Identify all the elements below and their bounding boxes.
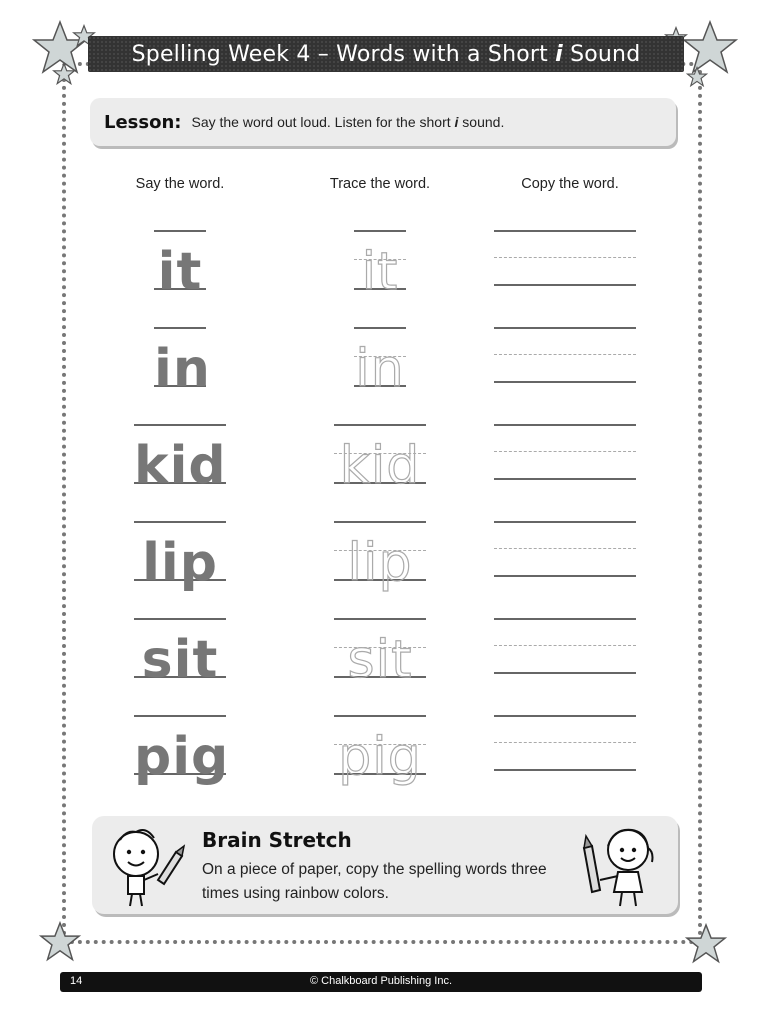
guide-line-top: [334, 521, 426, 523]
say-word-cell: [134, 618, 226, 690]
brain-stretch-title: Brain Stretch: [202, 828, 352, 852]
copy-word-lines[interactable]: [494, 424, 636, 480]
copy-word-lines[interactable]: [494, 327, 636, 383]
guide-line-mid: [494, 645, 636, 646]
star-icon: [684, 922, 728, 966]
guide-line-top: [494, 230, 636, 232]
column-header-copy: Copy the word.: [521, 176, 619, 192]
trace-word: sit: [347, 630, 413, 690]
guide-line-top: [154, 327, 206, 329]
say-word-cell: [134, 521, 226, 593]
trace-word: in: [355, 339, 405, 399]
page-number: 14: [70, 975, 83, 987]
guide-line-top: [354, 327, 406, 329]
guide-line-top: [154, 230, 206, 232]
page-footer: [60, 972, 702, 992]
trace-word-cell[interactable]: [334, 424, 426, 496]
guide-line-top: [494, 618, 636, 620]
guide-line-top: [354, 230, 406, 232]
guide-line-base: [494, 575, 636, 577]
say-word: it: [157, 242, 203, 302]
guide-line-mid: [494, 742, 636, 743]
lesson-box: [90, 98, 676, 146]
lesson-label: Lesson:: [104, 111, 182, 133]
say-word-cell: [154, 230, 206, 302]
star-icon: [686, 66, 708, 88]
guide-line-base: [494, 478, 636, 480]
trace-word-cell[interactable]: [354, 230, 406, 302]
copy-word-lines[interactable]: [494, 521, 636, 577]
say-word-cell: [134, 424, 227, 496]
guide-line-top: [494, 715, 636, 717]
trace-word-cell[interactable]: [354, 327, 406, 399]
say-word: sit: [141, 630, 219, 690]
guide-line-base: [494, 769, 636, 771]
column-header-say: Say the word.: [135, 176, 225, 192]
guide-line-mid: [494, 257, 636, 258]
guide-line-top: [334, 715, 426, 717]
star-icon: [38, 920, 82, 964]
guide-line-top: [334, 618, 426, 620]
guide-line-top: [134, 618, 226, 620]
trace-word: it: [361, 242, 399, 302]
copy-word-lines[interactable]: [494, 230, 636, 286]
guide-line-top: [134, 521, 226, 523]
lesson-instruction: Say the word out loud. Listen for the short i sound.: [191, 114, 505, 130]
title-banner: [88, 36, 684, 72]
say-word: pig: [134, 727, 230, 787]
column-header-trace: Trace the word.: [329, 176, 431, 192]
page-dotted-border: [62, 62, 702, 944]
say-word-cell: [134, 715, 230, 787]
guide-line-top: [494, 424, 636, 426]
brain-stretch-text: On a piece of paper, copy the spelling words three times using rainbow colors.: [202, 861, 547, 902]
trace-word-cell[interactable]: [334, 715, 426, 787]
say-word: lip: [142, 533, 218, 593]
page-title: Spelling Week 4 – Words with a Short i Sound: [131, 41, 641, 67]
guide-line-top: [134, 715, 226, 717]
guide-line-base: [494, 381, 636, 383]
copyright-text: © Chalkboard Publishing Inc.: [309, 975, 453, 987]
guide-line-mid: [494, 451, 636, 452]
trace-word: kid: [339, 436, 421, 496]
guide-line-top: [494, 327, 636, 329]
trace-word: lip: [347, 533, 413, 593]
guide-line-base: [494, 672, 636, 674]
guide-line-mid: [494, 354, 636, 355]
boy-with-pencil-illustration: [106, 824, 190, 910]
guide-line-top: [494, 521, 636, 523]
trace-word-cell[interactable]: [334, 618, 426, 690]
trace-word: pig: [338, 727, 422, 787]
girl-with-pencil-illustration: [578, 822, 668, 910]
copy-word-lines[interactable]: [494, 618, 636, 674]
brain-stretch-box: [92, 816, 678, 914]
trace-word-cell[interactable]: [334, 521, 426, 593]
say-word: kid: [134, 436, 227, 496]
say-word: in: [154, 339, 211, 399]
say-word-cell: [154, 327, 211, 399]
copy-word-lines[interactable]: [494, 715, 636, 771]
star-icon: [52, 62, 76, 86]
guide-line-base: [494, 284, 636, 286]
guide-line-top: [134, 424, 226, 426]
guide-line-mid: [494, 548, 636, 549]
guide-line-top: [334, 424, 426, 426]
